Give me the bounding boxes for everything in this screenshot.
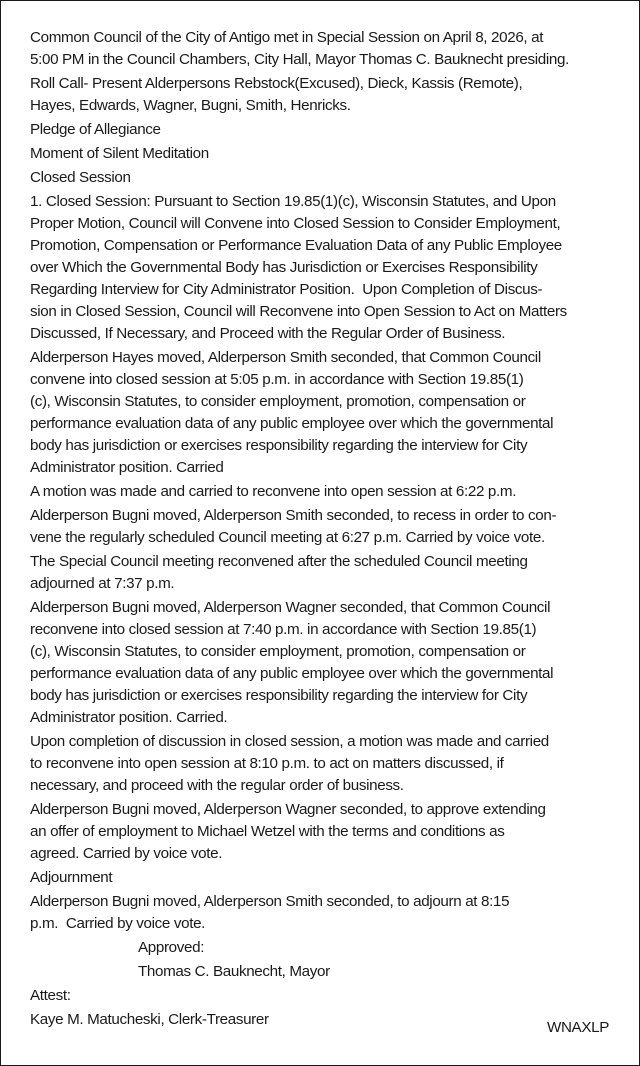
adjournment-heading: Adjournment xyxy=(30,869,113,886)
motion-employment-offer: Alderperson Bugni moved, Alderperson Wagner seconded, to approve extending an offer of employment to Michael Wetzel with the terms and conditions as agreed. Carried by voice vote. xyxy=(30,801,546,862)
motion-hayes: Alderperson Hayes moved, Alderperson Smith seconded, that Common Council convene into closed session at 5:05 p.m. in accordance with Section 19.85(1) (c), Wisconsin Statutes, to consider employment, promotion, compensation or performance evaluation data of any public employee over which the governmental body has jurisdiction or exercises responsibility regarding the interview for City Administrator position. Carried xyxy=(30,349,554,476)
notice-opening: Common Council of the City of Antigo met in Special Session on April 8, 2026, at 5:00 PM in the Council Chambers, City Hall, Mayor Thomas C. Bauknecht presiding. xyxy=(30,29,569,68)
attest-label: Attest: xyxy=(30,987,71,1004)
closed-session-item: 1. Closed Session: Pursuant to Section 19.85(1)(c), Wisconsin Statutes, and Upon Proper Motion, Council will Convene into Closed Session to Consider Employment, Promotion, Compensation or Performance Evaluation Data of any Public Employee over Which the Governmental Body has Jurisdiction or Exercises Responsibility Regarding Interview for City Administrator Position. Upon Completion of Discus- sion in Closed Session, Council will Reconvene into Open Session to Act on Matters Discussed, If Necessary, and Proceed with the Regular Order of Business. xyxy=(30,193,567,342)
motion-bugni-closed: Alderperson Bugni moved, Alderperson Wagner seconded, that Common Council reconvene into closed session at 7:40 p.m. in accordance with Section 19.85(1) (c), Wisconsin Statutes, to consider employment, promotion, compensation or performance evaluation data of any public employee over which the governmental body has jurisdiction or exercises responsibility regarding the interview for City Administrator position. Carried. xyxy=(30,599,554,726)
meeting-reconvened: The Special Council meeting reconvened after the scheduled Council meeting adjourned at 7:37 p.m. xyxy=(30,553,528,592)
approved-name: Thomas C. Bauknecht, Mayor xyxy=(138,963,330,980)
attest-name: Kaye M. Matucheski, Clerk-Treasurer xyxy=(30,1011,269,1028)
motion-recess: Alderperson Bugni moved, Alderperson Smith seconded, to recess in order to con- vene the regularly scheduled Council meeting at 6:27 p.m. Carried by voice vote. xyxy=(30,507,557,546)
approved-label: Approved: xyxy=(138,939,205,956)
motion-adjourn: Alderperson Bugni moved, Alderperson Smith seconded, to adjourn at 8:15 p.m. Carried by voice vote. xyxy=(30,893,510,932)
motion-open-session: Upon completion of discussion in closed session, a motion was made and carried to reconvene into open session at 8:10 p.m. to act on matters discussed, if necessary, and proceed with the regular order of business. xyxy=(30,733,549,794)
motion-reconvene: A motion was made and carried to reconvene into open session at 6:22 p.m. xyxy=(30,483,517,500)
pledge-heading: Pledge of Allegiance xyxy=(30,121,161,138)
roll-call: Roll Call- Present Alderpersons Rebstock(Excused), Dieck, Kassis (Remote), Hayes, Edwards, Wagner, Bugni, Smith, Henricks. xyxy=(30,75,523,114)
closed-session-heading: Closed Session xyxy=(30,169,131,186)
publication-code: WNAXLP xyxy=(546,1019,609,1036)
meditation-heading: Moment of Silent Meditation xyxy=(30,145,209,162)
